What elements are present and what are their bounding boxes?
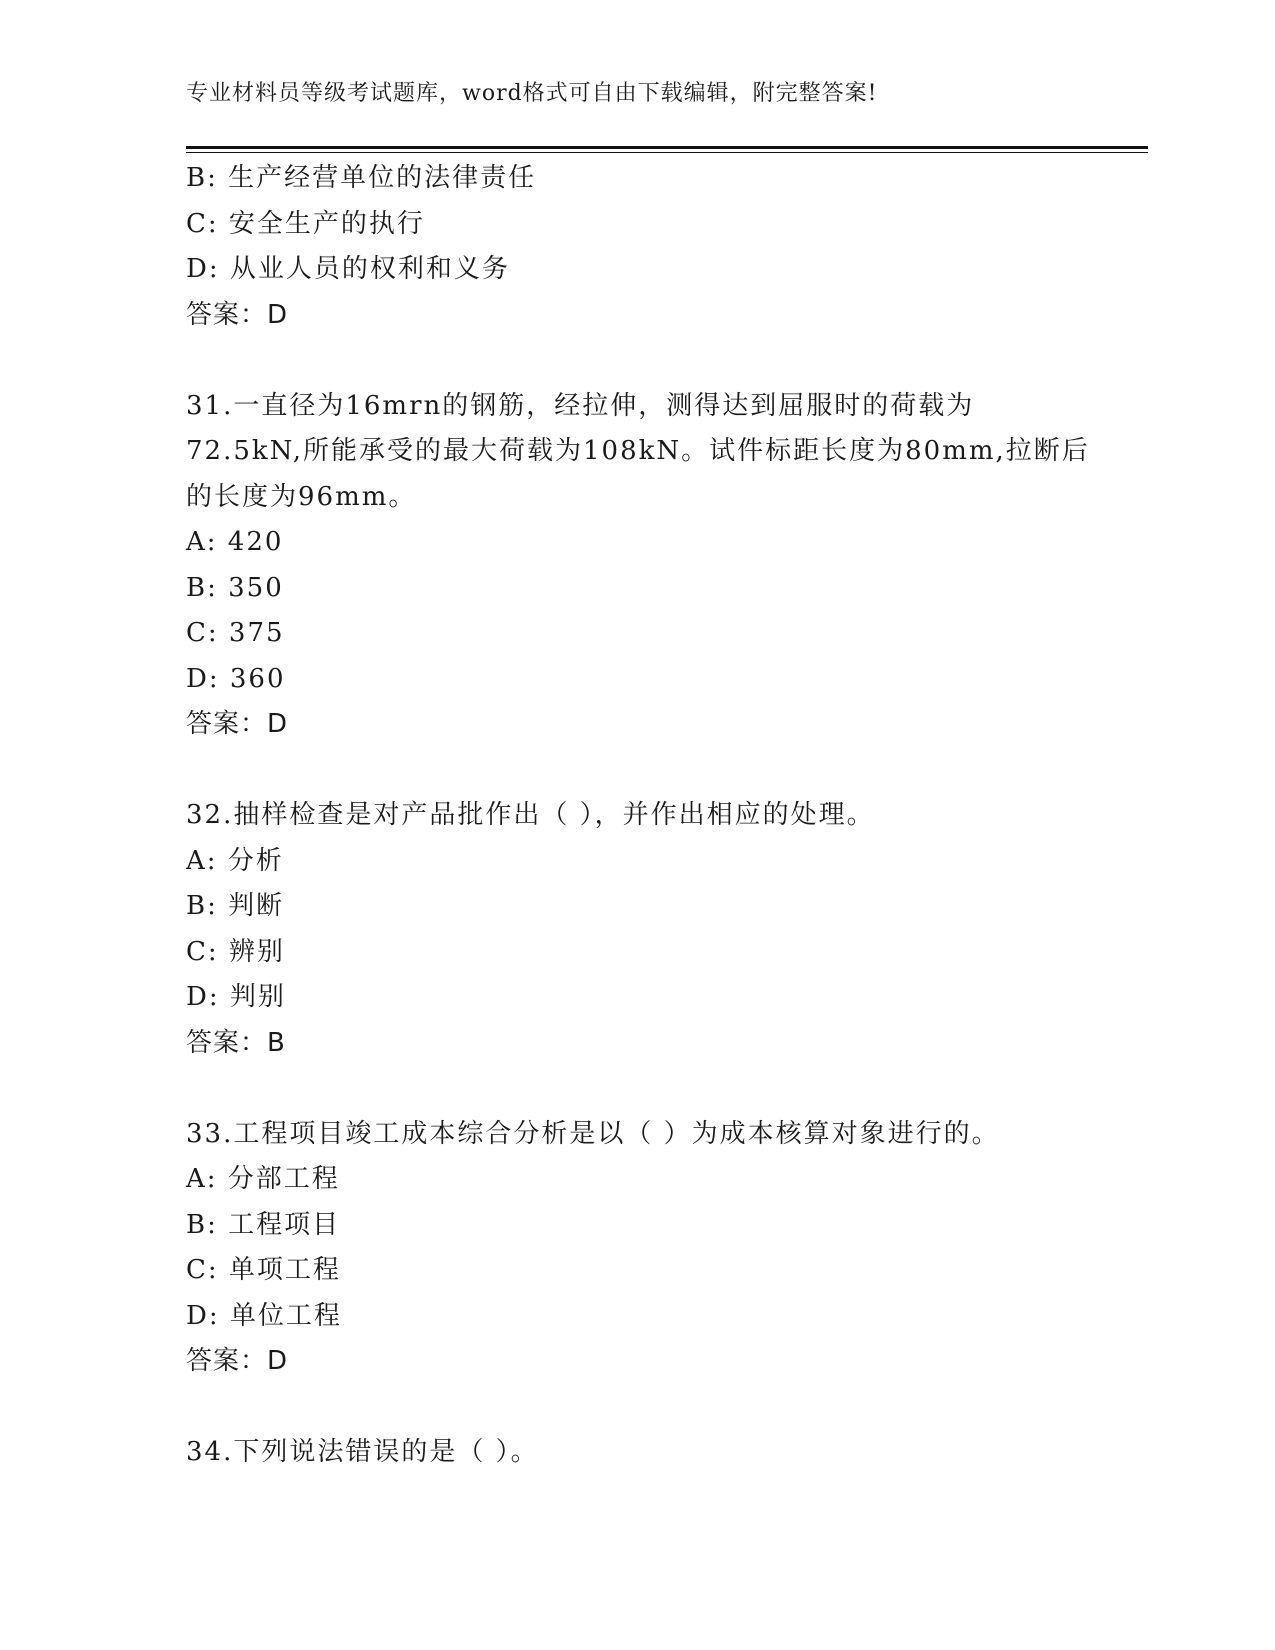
question-31-option-d: D: 360 — [186, 663, 286, 694]
question-32-option-c: C: 辨别 — [186, 936, 285, 967]
question-32-stem: 32.抽样检查是对产品批作出（ ），并作出相应的处理。 — [186, 800, 875, 830]
question-32-option-d: D: 判别 — [186, 982, 286, 1012]
question-31-stem-line-3: 的长度为96mm。 — [186, 481, 417, 512]
question-33-answer: 答案：D — [186, 1346, 289, 1376]
question-31-option-c: C: 375 — [186, 618, 285, 648]
header-rule-thin — [186, 152, 1148, 153]
question-31-option-b: B: 350 — [186, 572, 284, 603]
question-32-option-a: A: 分析 — [186, 845, 284, 876]
question-33-option-a: A: 分部工程 — [186, 1164, 340, 1194]
option-d: D: 从业人员的权利和义务 — [186, 254, 510, 284]
question-31-answer: 答案：D — [186, 709, 289, 739]
question-33-option-d: D: 单位工程 — [186, 1300, 342, 1331]
question-32-option-b: B: 判断 — [186, 891, 285, 921]
question-33-option-b: B: 工程项目 — [186, 1209, 341, 1240]
question-content — [186, 156, 1090, 1476]
question-34-stem: 34.下列说法错误的是（ ）。 — [186, 1437, 539, 1467]
page-header: 专业材料员等级考试题库，word格式可自由下载编辑，附完整答案! — [186, 81, 878, 106]
question-33-option-c: C: 单项工程 — [186, 1255, 341, 1285]
question-33-stem: 33.工程项目竣工成本综合分析是以（ ）为成本核算对象进行的。 — [186, 1118, 1000, 1149]
question-31-stem-line-1: 31.一直径为16mrn的钢筋，经拉伸，测得达到屈服时的荷载为 — [186, 390, 975, 421]
question-31-option-a: A: 420 — [186, 527, 284, 557]
question-31-stem-line-2: 72.5kN,所能承受的最大荷载为108kN。试件标距长度为80mm,拉断后 — [186, 436, 1090, 466]
question-32-answer: 答案：B — [186, 1027, 286, 1058]
answer: 答案：D — [186, 299, 289, 330]
option-c: C: 安全生产的执行 — [186, 208, 425, 239]
header-rule-thick — [186, 146, 1148, 149]
option-b: B: 生产经营单位的法律责任 — [186, 163, 537, 193]
